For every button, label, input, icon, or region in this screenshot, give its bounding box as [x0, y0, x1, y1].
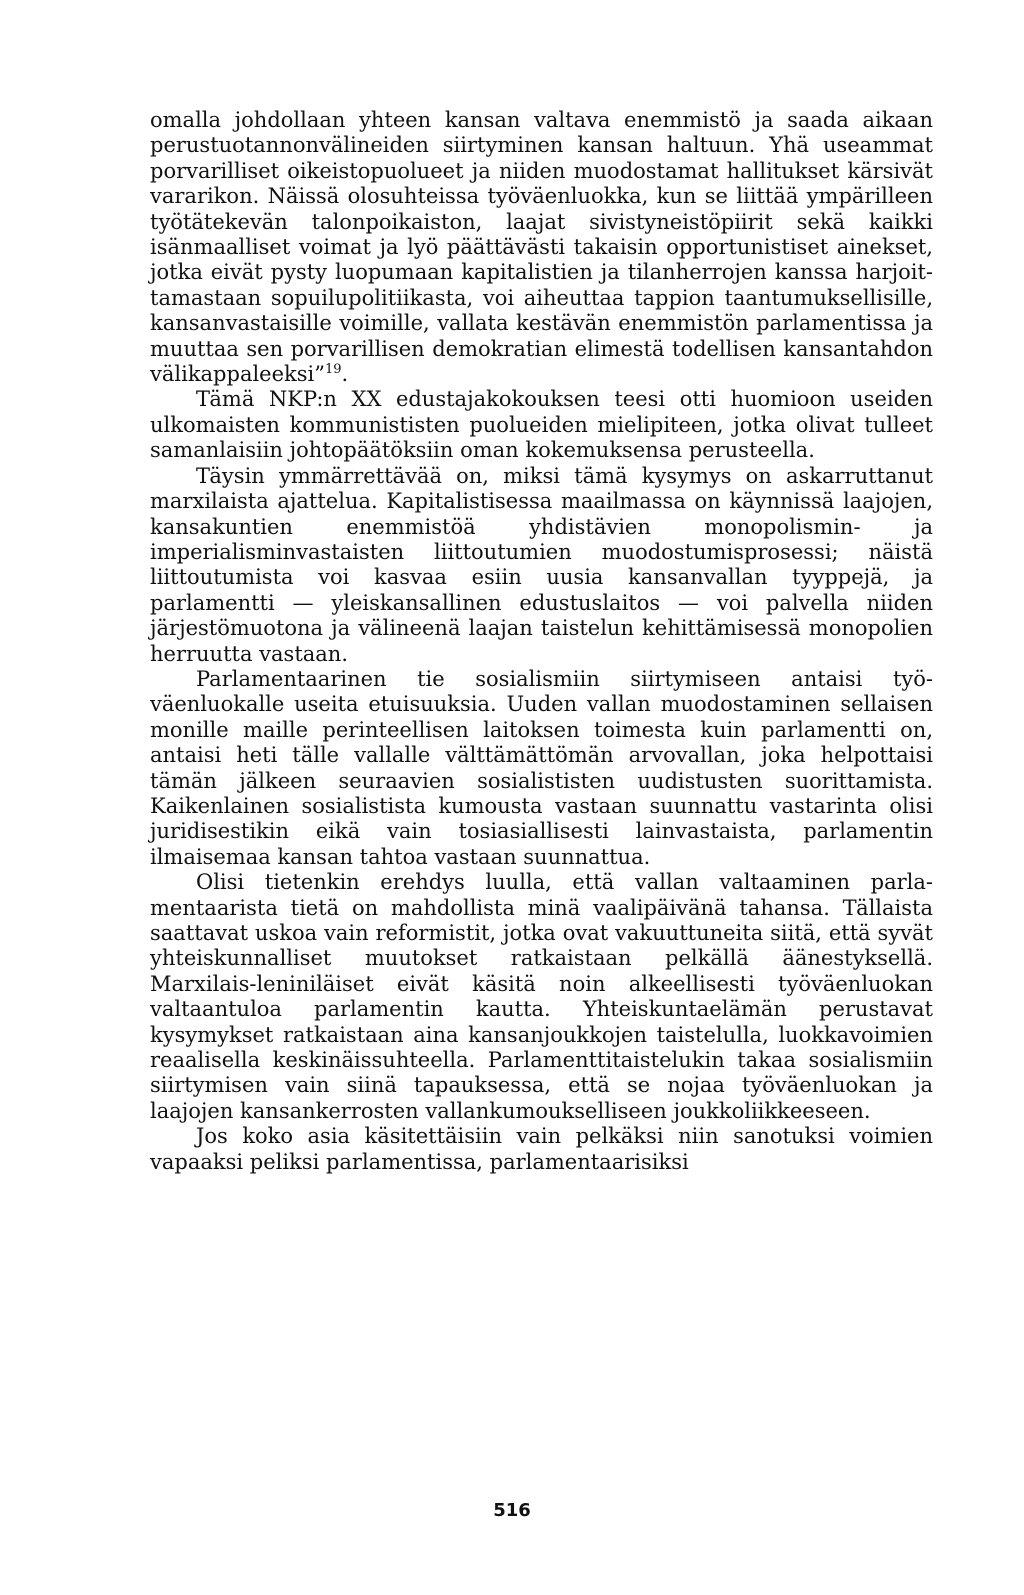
- paragraph-1: [150, 108, 933, 387]
- paragraph-1-tail: .: [341, 362, 349, 387]
- footnote-reference: 19: [325, 362, 342, 378]
- paragraph-2: Tämä NKP:n XX edustajakokouksen teesi otti huomioon useiden ulkomaisten kommunististen puolueiden mielipiteen, jotka olivat tulleet samanlaisiin johtopäätöksiin oman kokemuksensa perusteella.: [150, 387, 933, 463]
- paragraph-1-text: omalla johdollaan yhteen kansan valtava enemmistö ja saada aikaan perustuotannonvälineiden siirtyminen kansan haltuun. Yhä useammat porvarilliset oikeistopuolueet ja niiden muodostamat hallitukset kärsivät vararikon. Näissä olosuhteissa työväenluokka, kun se liittää ympärilleen työtätekevän talonpoikaiston, laajat sivistyneistöpiirit sekä kaikki isänmaalliset voimat ja lyö päättävästi takaisin opportunistiset ainekset, jotka eivät pysty luopumaan kapitalistien ja tilanherrojen kanssa harjoittamastaan sopuilupolitiikasta, voi aiheuttaa tappion taantumuksellisille, kansanvastaisille voimille, vallata kestävän enemmistön parlamentissa ja muuttaa sen porvarillisen demokratian elimestä todellisen kansantahdon välikappaleeksi”: [150, 108, 933, 387]
- page-text-column: [150, 108, 933, 1175]
- paragraph-3: Täysin ymmärrettävää on, miksi tämä kysymys on askarruttanut marxilaista ajattelua. Kapitalistisessa maailmassa on käynnissä laajojen, kansakuntien enemmistöä yhdistävien monopolismin- ja imperialisminvastaisten liittoutumien muodostumisprosessi; näistä liittoutumista voi kasvaa esiin uusia kansanvallan tyyppejä, ja parlamentti — yleiskansallinen edustuslaitos — voi palvella niiden järjestömuotona ja välineenä laajan taistelun kehittämisessä monopolien herruutta vastaan.: [150, 463, 933, 666]
- page-number: 516: [493, 1500, 531, 1521]
- paragraph-6: Jos koko asia käsitettäisiin vain pelkäksi niin sanotuksi voimien vapaaksi peliksi parlamentissa, parlamentaarisiksi: [150, 1124, 933, 1174]
- paragraph-5: Olisi tietenkin erehdys luulla, että vallan valtaaminen parlamentaarista tietä on mahdollista minä vaalipäivänä tahansa. Tällaista saattavat uskoa vain reformistit, jotka ovat vakuuttuneita siitä, että syvät yhteiskunnalliset muutokset ratkaistaan pelkällä äänestyksellä. Marxilais-leniniläiset eivät käsitä noin alkeellisesti työväenluokan valtaantuloa parlamentin kautta. Yhteiskuntaelämän perustavat kysymykset ratkaistaan aina kansanjoukkojen taistelulla, luokkavoimien reaalisella keskinäissuhteella. Parlamenttitaistelukin takaa sosialismiin siirtymisen vain siinä tapauksessa, että se nojaa työväenluokan ja laajojen kansankerrosten vallankumoukselliseen joukkoliikkeeseen.: [150, 870, 933, 1123]
- paragraph-4: Parlamentaarinen tie sosialismiin siirtymiseen antaisi työväenluokalle useita etuisuuksia. Uuden vallan muodostaminen sellaisen monille maille perinteellisen laitoksen toimesta kuin parlamentti on, antaisi heti tälle vallalle välttämättömän arvovallan, joka helpottaisi tämän jälkeen seuraavien sosialististen uudistusten suorittamista. Kaikenlainen sosialistista kumousta vastaan suunnattu vastarinta olisi juridisestikin eikä vain tosiasiallisesti lainvastaista, parlamentin ilmaisemaa kansan tahtoa vastaan suunnattua.: [150, 666, 933, 869]
